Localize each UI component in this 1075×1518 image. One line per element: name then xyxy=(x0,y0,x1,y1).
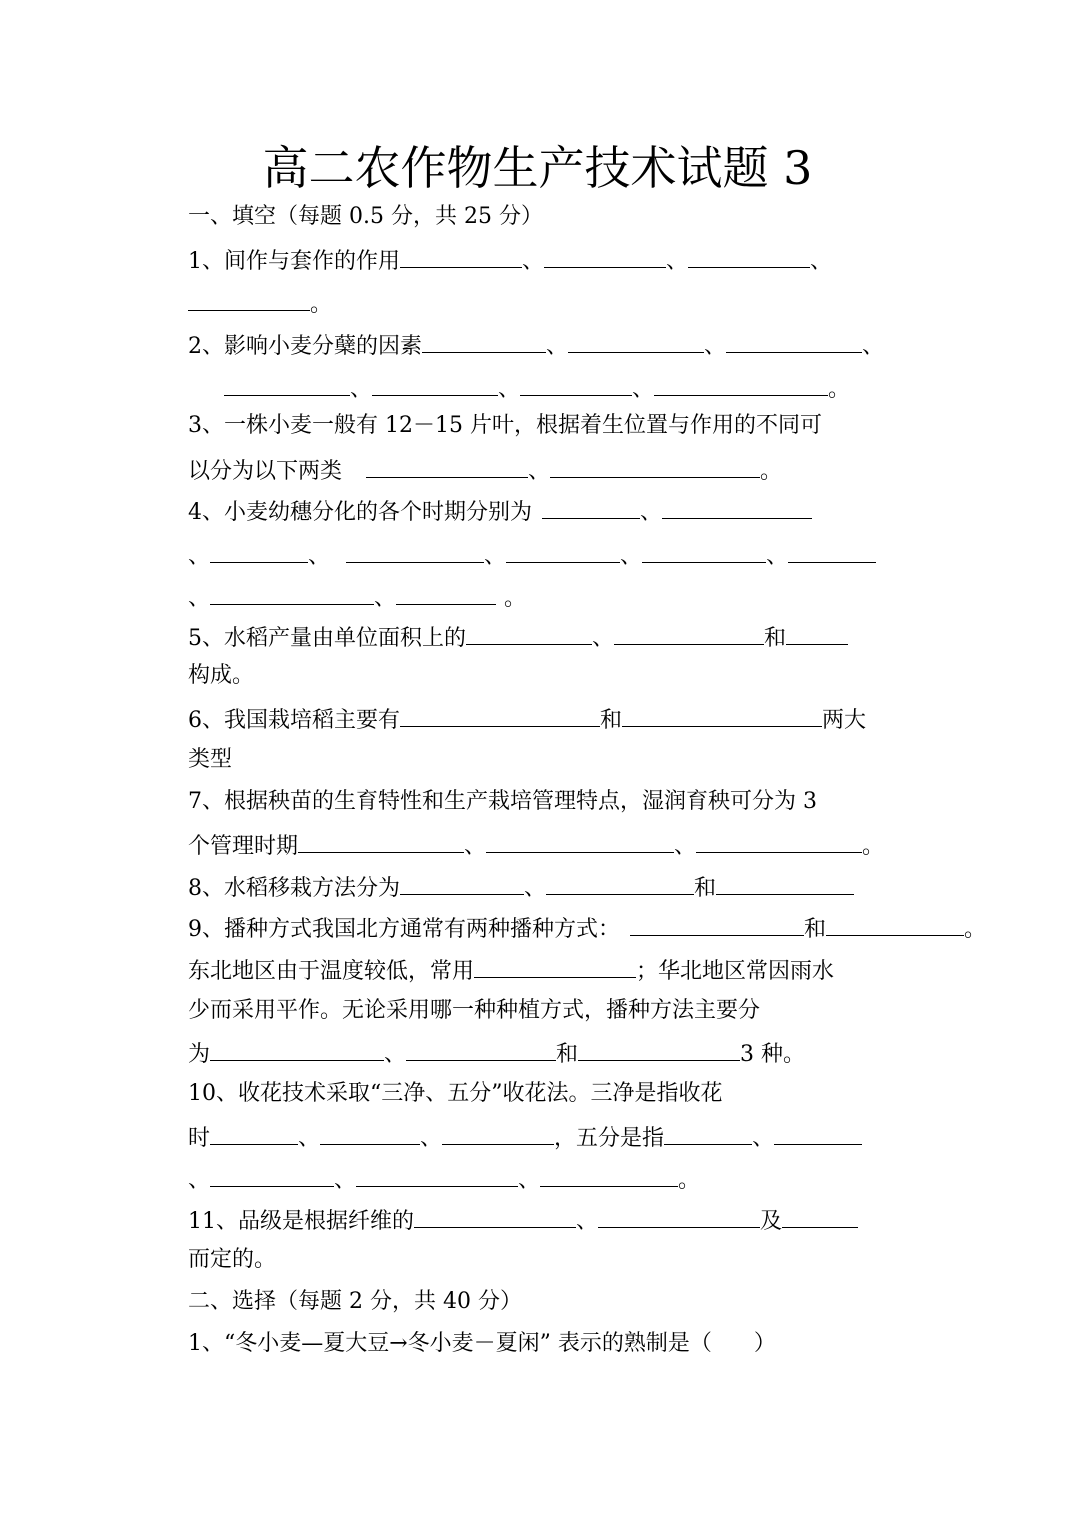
answer-blank[interactable] xyxy=(546,872,694,895)
answer-blank[interactable] xyxy=(550,455,760,478)
answer-blank[interactable] xyxy=(578,1038,740,1061)
answer-blank[interactable] xyxy=(544,245,666,268)
question-11: 11、品级是根据纤维的 、 及 xyxy=(188,1205,858,1236)
question-9: 9、播种方式我国北方通常有两种播种方式： 和 。 xyxy=(188,913,986,944)
question-7: 7、根据秧苗的生育特性和生产栽培管理特点，湿润育秧可分为 3 xyxy=(188,789,817,814)
answer-blank[interactable] xyxy=(400,704,600,727)
answer-blank[interactable] xyxy=(716,872,854,895)
question-5-cont: 构成。 xyxy=(188,663,255,688)
answer-blank[interactable] xyxy=(346,540,484,563)
answer-blank[interactable] xyxy=(466,622,592,645)
answer-blank[interactable] xyxy=(726,330,862,353)
answer-blank[interactable] xyxy=(622,704,822,727)
answer-blank[interactable] xyxy=(210,1164,334,1187)
page-title: 高二农作物生产技术试题 3 xyxy=(262,141,813,195)
answer-blank[interactable] xyxy=(224,373,350,396)
answer-blank[interactable] xyxy=(210,1122,298,1145)
answer-blank[interactable] xyxy=(400,872,524,895)
answer-blank[interactable] xyxy=(474,955,636,978)
question-3: 3、一株小麦一般有 12－15 片叶，根据着生位置与作用的不同可 xyxy=(188,413,822,438)
answer-blank[interactable] xyxy=(788,540,876,563)
question-4-cont: 、 、 、 、 、 xyxy=(188,540,876,571)
answer-blank[interactable] xyxy=(688,245,810,268)
answer-blank[interactable] xyxy=(630,913,804,936)
answer-blank[interactable] xyxy=(210,582,374,605)
question-2: 2、影响小麦分蘖的因素 、 、 、 xyxy=(188,330,884,361)
answer-blank[interactable] xyxy=(372,373,498,396)
question-10-cont: 时 、 、 ，五分是指 、 xyxy=(188,1122,862,1153)
answer-blank[interactable] xyxy=(298,830,464,853)
answer-blank[interactable] xyxy=(520,373,632,396)
answer-blank[interactable] xyxy=(406,1038,556,1061)
question-9-cont3: 为 、 和 3 种。 xyxy=(188,1038,805,1069)
answer-blank[interactable] xyxy=(506,540,620,563)
answer-blank[interactable] xyxy=(696,830,862,853)
question-6-cont: 类型 xyxy=(188,747,233,772)
answer-blank[interactable] xyxy=(396,582,496,605)
answer-blank[interactable] xyxy=(782,1205,858,1228)
answer-blank[interactable] xyxy=(442,1122,554,1145)
question-1: 1、间作与套作的作用 、 、 、 xyxy=(188,245,832,276)
answer-blank[interactable] xyxy=(642,540,766,563)
answer-blank[interactable] xyxy=(422,330,546,353)
choice-question-1: 1、“冬小麦—夏大豆→冬小麦－夏闲” 表示的熟制是（ ） xyxy=(188,1331,776,1356)
answer-blank[interactable] xyxy=(826,913,964,936)
answer-blank[interactable] xyxy=(664,1122,752,1145)
question-4-cont2: 、 、 。 xyxy=(188,582,526,613)
section-heading-fill-blank: 一、填空（每题 0.5 分，共 25 分） xyxy=(188,204,543,229)
answer-blank[interactable] xyxy=(542,496,640,519)
answer-blank[interactable] xyxy=(210,1038,384,1061)
answer-blank[interactable] xyxy=(774,1122,862,1145)
answer-blank[interactable] xyxy=(400,245,522,268)
answer-blank[interactable] xyxy=(540,1164,678,1187)
question-11-cont: 而定的。 xyxy=(188,1247,277,1272)
answer-blank[interactable] xyxy=(188,288,310,311)
answer-blank[interactable] xyxy=(356,1164,518,1187)
question-10-cont2: 、 、 、 。 xyxy=(188,1164,700,1195)
answer-blank[interactable] xyxy=(366,455,528,478)
question-1-cont: 。 xyxy=(188,288,332,319)
question-9-cont: 东北地区由于温度较低，常用 ；华北地区常因雨水 xyxy=(188,955,834,986)
question-6: 6、我国栽培稻主要有 和 两大 xyxy=(188,704,866,735)
section-heading-multiple-choice: 二、选择（每题 2 分，共 40 分） xyxy=(188,1289,522,1314)
answer-blank[interactable] xyxy=(654,373,828,396)
answer-blank[interactable] xyxy=(786,622,848,645)
answer-blank[interactable] xyxy=(210,540,308,563)
question-5: 5、水稻产量由单位面积上的 、 和 xyxy=(188,622,848,653)
answer-blank[interactable] xyxy=(614,622,764,645)
question-3-cont: 以分为以下两类 、 。 xyxy=(188,455,782,486)
question-2-cont: 、 、 、 。 xyxy=(224,373,850,404)
question-4: 4、小麦幼穗分化的各个时期分别为 、 xyxy=(188,496,812,527)
answer-blank[interactable] xyxy=(486,830,674,853)
answer-blank[interactable] xyxy=(568,330,704,353)
question-8: 8、水稻移栽方法分为 、 和 xyxy=(188,872,854,903)
answer-blank[interactable] xyxy=(662,496,812,519)
question-10: 10、收花技术采取“三净、五分”收花法。三净是指收花 xyxy=(188,1081,723,1106)
question-7-cont: 个管理时期 、 、 。 xyxy=(188,830,884,861)
answer-blank[interactable] xyxy=(320,1122,420,1145)
question-9-cont2: 少而采用平作。无论采用哪一种种植方式，播种方法主要分 xyxy=(188,998,761,1023)
answer-blank[interactable] xyxy=(598,1205,760,1228)
answer-blank[interactable] xyxy=(414,1205,576,1228)
